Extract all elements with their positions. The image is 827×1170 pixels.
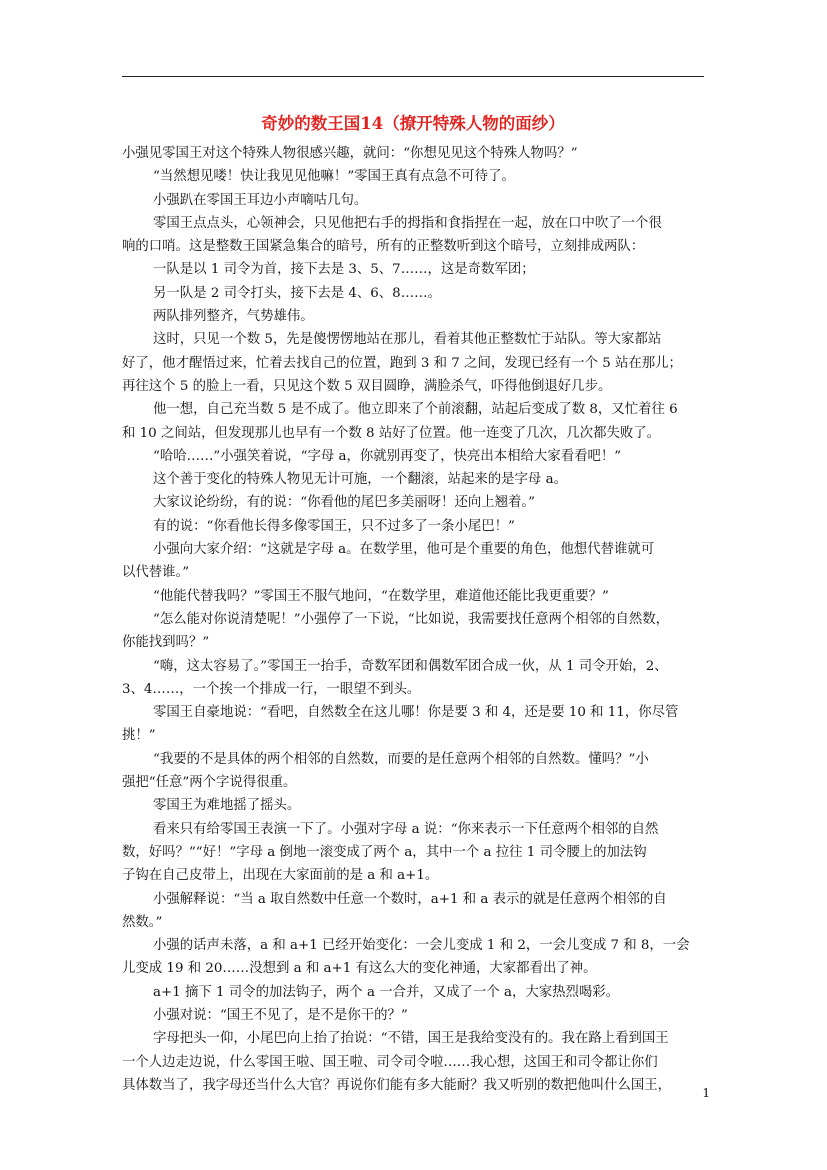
text-line: 和 10 之间站，但发现那儿也早有一个数 8 站好了位置。他一连变了几次，几次都失败了。 (122, 425, 661, 441)
text-line: 他一想，自己充当数 5 是不成了。他立即来了个前滚翻，站起后变成了数 8，又忙着往 6 (153, 402, 678, 418)
text-line: “怎么能对你说清楚呢！”小强停了一下说，“比如说，我需要找任意两个相邻的自然数， (153, 611, 669, 627)
text-line: 一个人边走边说，什么零国王啦、国王啦、司令司令啦……我心想，这国王和司令都让你们 (122, 1054, 658, 1070)
text-line: 数，好吗？”“好！”字母 a 倒地一滚变成了两个 a，其中一个 a 拉往 1 司令腰上的加法钩 (122, 844, 647, 860)
text-line: 具体数当了，我字母还当什么大官？再说你们能有多大能耐？我又听别的数把他叫什么国王， (122, 1077, 672, 1093)
text-line: 字母把头一仰，小尾巴向上抬了抬说：“不错，国王是我给变没有的。我在路上看到国王 (153, 1031, 669, 1047)
text-line: 小强的话声未落，a 和 a+1 已经开始变化：一会儿变成 1 和 2，一会儿变成 7 和 8，一会 (153, 938, 690, 954)
text-line: 大家议论纷纷，有的说：“你看他的尾巴多美丽呀！还向上翘着。” (153, 495, 535, 511)
text-line: “嗨，这太容易了。”零国王一抬手，奇数军团和偶数军团合成一伙，从 1 司令开始，2、 (153, 658, 668, 674)
text-line: 以代替谁。” (122, 565, 190, 581)
text-line: 零国王为难地摇了摇头。 (153, 798, 301, 814)
text-line: 强把“任意”两个字说得很重。 (122, 775, 297, 791)
text-line: a+1 摘下 1 司令的加法钩子，两个 a 一合并，又成了一个 a，大家热烈喝彩。 (153, 984, 620, 1000)
text-line: 两队排列整齐，气势雄伟。 (153, 309, 314, 325)
document-body (122, 142, 712, 1097)
text-line: 再往这个 5 的脸上一看，只见这个数 5 双目圆睁，满脸杀气，吓得他倒退好几步。 (122, 378, 612, 394)
text-line: 响的口哨。这是整数王国紧急集合的暗号，所有的正整数听到这个暗号，立刻排成两队： (122, 239, 645, 255)
text-line: 小强对说：“国王不见了，是不是你干的？” (153, 1007, 408, 1023)
document-title: 奇妙的数王国14（撩开特殊人物的面纱） (261, 114, 565, 133)
text-line: 零国王点点头，心领神会，只见他把右手的拇指和食指捏在一起，放在口中吹了一个很 (153, 215, 662, 231)
text-line: “他能代替我吗？”零国王不服气地问，“在数学里，难道他还能比我更重要？” (153, 588, 609, 604)
header-rule (122, 76, 704, 77)
text-line: 子钩在自己皮带上，出现在大家面前的是 a 和 a+1。 (122, 868, 439, 884)
text-line: 然数。” (122, 914, 163, 930)
text-line: 小强向大家介绍：“这就是字母 a。在数学里，他可是个重要的角色，他想代替谁就可 (153, 542, 655, 558)
text-line: 另一队是 2 司令打头，接下去是 4、6、8……。 (153, 285, 441, 301)
text-line: 你能找到吗？” (122, 635, 210, 651)
text-line: 小强解释说：“当 a 取自然数中任意一个数时，a+1 和 a 表示的就是任意两个相邻的自 (153, 891, 667, 907)
page-number: 1 (702, 1086, 710, 1100)
text-line: 挑！” (122, 728, 156, 744)
text-line: 好了，他才醒悟过来，忙着去找自己的位置，跑到 3 和 7 之间，发现已经有一个 5 站在那儿； (122, 355, 682, 371)
text-line: 小强见零国王对这个特殊人物很感兴趣，就问：“你想见见这个特殊人物吗？” (122, 146, 578, 161)
text-line: 看来只有给零国王表演一下了。小强对字母 a 说：“你来表示一下任意两个相邻的自然 (153, 821, 659, 837)
text-line: 这时，只见一个数 5，先是傻愣愣地站在那儿，看着其他正整数忙于站队。等大家都站 (153, 332, 662, 348)
text-line: “我要的不是具体的两个相邻的自然数，而要的是任意两个相邻的自然数。懂吗？”小 (153, 751, 649, 767)
text-line: 儿变成 19 和 20……没想到 a 和 a+1 有这么大的变化神通，大家都看出了神。 (122, 961, 597, 977)
text-line: 小强趴在零国王耳边小声嘀咕几句。 (153, 192, 368, 208)
text-line: 3、4……，一个挨一个排成一行，一眼望不到头。 (122, 681, 421, 697)
text-line: 这个善于变化的特殊人物见无计可施，一个翻滚，站起来的是字母 a。 (153, 472, 567, 488)
text-line: 有的说：“你看他长得多像零国王，只不过多了一条小尾巴！” (153, 518, 515, 534)
text-line: 零国王自豪地说：“看吧，自然数全在这儿哪！你是要 3 和 4，还是要 10 和 11，你尽管 (153, 705, 679, 721)
text-line: “当然想见喽！快让我见见他嘛！”零国王真有点急不可待了。 (153, 169, 515, 185)
text-line: “哈哈……”小强笑着说，“字母 a，你就别再变了，快亮出本相给大家看看吧！” (153, 448, 622, 464)
text-line: 一队是以 1 司令为首，接下去是 3、5、7……，这是奇数军团； (153, 262, 535, 278)
